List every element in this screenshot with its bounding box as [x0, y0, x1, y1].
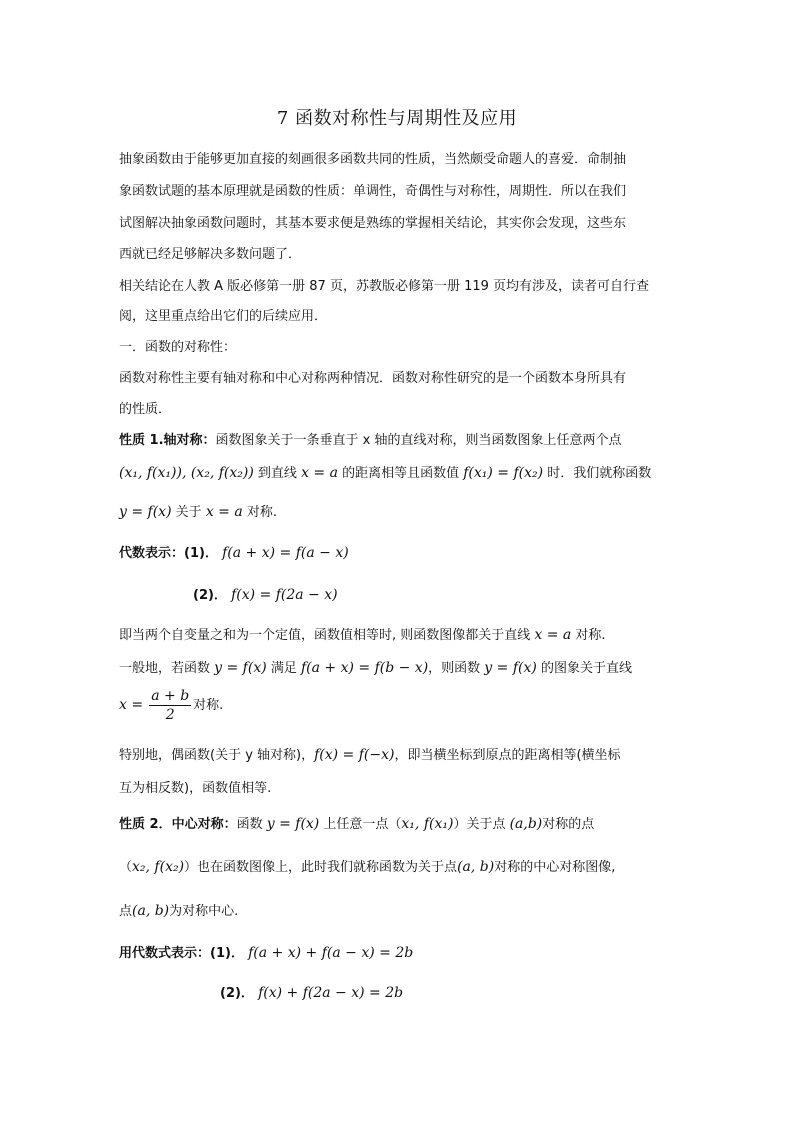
formula: x =: [119, 697, 144, 713]
intro-line-3: 试图解决抽象函数问题时，其基本要求便是熟练的掌握相关结论，其实你会发现，这些东: [119, 216, 627, 231]
text-fragment: 特别地，偶函数(关于 y 轴对称)，: [119, 748, 315, 763]
formula: (a,b): [509, 816, 543, 832]
text-fragment: 点: [119, 904, 133, 919]
property-1-line-3: [119, 501, 277, 520]
property-2-line-1: [119, 813, 594, 832]
line-equation: x = a: [534, 627, 572, 643]
page-title: 7 函数对称性与周期性及应用: [276, 108, 518, 129]
text-fragment: 上任意一点（: [319, 817, 402, 832]
section-heading: 一．函数的对称性：: [119, 340, 237, 355]
algebraic-label: 用代数式表示：: [119, 946, 211, 961]
item-index: (2)．: [193, 588, 227, 603]
item-index: (1)．: [184, 546, 218, 561]
fraction-numerator: a + b: [151, 688, 190, 704]
text-fragment: ）也在函数图像上，此时我们就称函数为关于点: [184, 860, 458, 875]
text-fragment: 对称.: [242, 505, 277, 520]
formula: y = f(x): [484, 660, 537, 676]
text-fragment: 关于: [171, 505, 206, 520]
text-fragment: ）关于点: [453, 817, 510, 832]
formula: (a, b): [132, 903, 170, 919]
item-index: (2)．: [220, 986, 254, 1001]
property-1-label: 性质 1.轴对称：: [119, 433, 216, 448]
intro-line-2: 象函数试题的基本原理就是函数的性质：单调性，奇偶性与对称性，周期性．所以在我们: [119, 184, 627, 199]
text-fragment: 的距离相等且函数值: [337, 466, 464, 481]
text-fragment: 对称.: [193, 698, 224, 713]
property-2-label: 性质 2．中心对称：: [119, 817, 237, 832]
formula: f(x) = f(−x): [314, 747, 395, 763]
algebraic-form-2-line-2: [220, 982, 403, 1001]
property-2-line-3: [119, 900, 238, 919]
property-1-line-2: [119, 462, 651, 481]
text-fragment: 对称.: [571, 628, 606, 643]
text-fragment: 满足: [266, 661, 301, 676]
equal-values-equation: f(x₁) = f(x₂): [463, 465, 544, 481]
text-fragment: 的图象关于直线: [536, 661, 632, 676]
function-expression: y = f(x): [119, 504, 172, 520]
formula: f(a + x) = f(b − x): [300, 660, 429, 676]
formula: f(x) = f(2a − x): [231, 587, 338, 603]
line-equation: x = a: [205, 504, 243, 520]
formula: (a, b): [457, 859, 495, 875]
symmetry-intro-line-2: 的性质．: [119, 402, 172, 417]
property-1-line-1: [119, 429, 621, 448]
reference-line-1: 相关结论在人教 A 版必修第一册 87 页，苏教版必修第一册 119 页均有涉及，读者可自行查: [119, 279, 650, 294]
text-fragment: 一般地，若函数: [119, 661, 215, 676]
formula: y = f(x): [266, 816, 320, 832]
special-case-line-2: 互为相反数)，函数值相等.: [119, 781, 272, 796]
rule-line: [119, 624, 606, 643]
algebraic-form-2-line-1: [119, 942, 413, 961]
text-fragment: 对称的中心对称图像,: [494, 860, 616, 875]
text-fragment: 时．我们就称函数: [543, 466, 652, 481]
formula: f(x) + f(2a − x) = 2b: [258, 985, 404, 1001]
text-fragment: 为对称中心.: [169, 904, 239, 919]
fraction-denominator: 2: [165, 707, 175, 723]
property-2-line-2: [119, 856, 615, 875]
formula: f(a + x) = f(a − x): [222, 545, 349, 561]
intro-line-1: 抽象函数由于能够更加直接的刻画很多函数共同的性质，当然颇受命题人的喜爱．命制抽: [119, 152, 627, 167]
points-expression: (x₁, f(x₁)), (x₂, f(x₂)): [119, 465, 254, 481]
text-fragment: 即当两个自变量之和为一个定值，函数值相等时, 则函数图像都关于直线: [119, 628, 535, 643]
algebraic-form-2: [193, 584, 338, 603]
property-1-text: 函数图象关于一条垂直于 x 轴的直线对称，则当函数图象上任意两个点: [215, 433, 622, 448]
item-index: (1)．: [210, 946, 244, 961]
text-fragment: 到直线: [253, 466, 302, 481]
general-case-line-1: [119, 657, 632, 676]
text-fragment: 对称的点: [542, 817, 595, 832]
fraction: [149, 688, 191, 723]
reference-line-2: 阅，这里重点给出它们的后续应用．: [119, 309, 328, 324]
text-fragment: ，则函数: [428, 661, 485, 676]
algebraic-label: 代数表示：: [119, 546, 185, 561]
formula: x₁, f(x₁): [401, 816, 454, 832]
formula: f(a + x) + f(a − x) = 2b: [248, 945, 414, 961]
special-case-line-1: [119, 744, 621, 763]
formula: x₂, f(x₂): [132, 859, 185, 875]
formula: y = f(x): [214, 660, 267, 676]
general-case-line-2: [119, 688, 223, 723]
text-fragment: （: [119, 860, 133, 875]
line-equation: x = a: [301, 465, 338, 481]
intro-line-4: 西就已经足够解决多数问题了．: [119, 247, 302, 262]
algebraic-form-1: [119, 542, 349, 561]
symmetry-intro-line-1: 函数对称性主要有轴对称和中心对称两种情况．函数对称性研究的是一个函数本身所具有: [119, 371, 627, 386]
text-fragment: ，即当横坐标到原点的距离相等(横坐标: [394, 748, 621, 763]
text-fragment: 函数: [236, 817, 267, 832]
